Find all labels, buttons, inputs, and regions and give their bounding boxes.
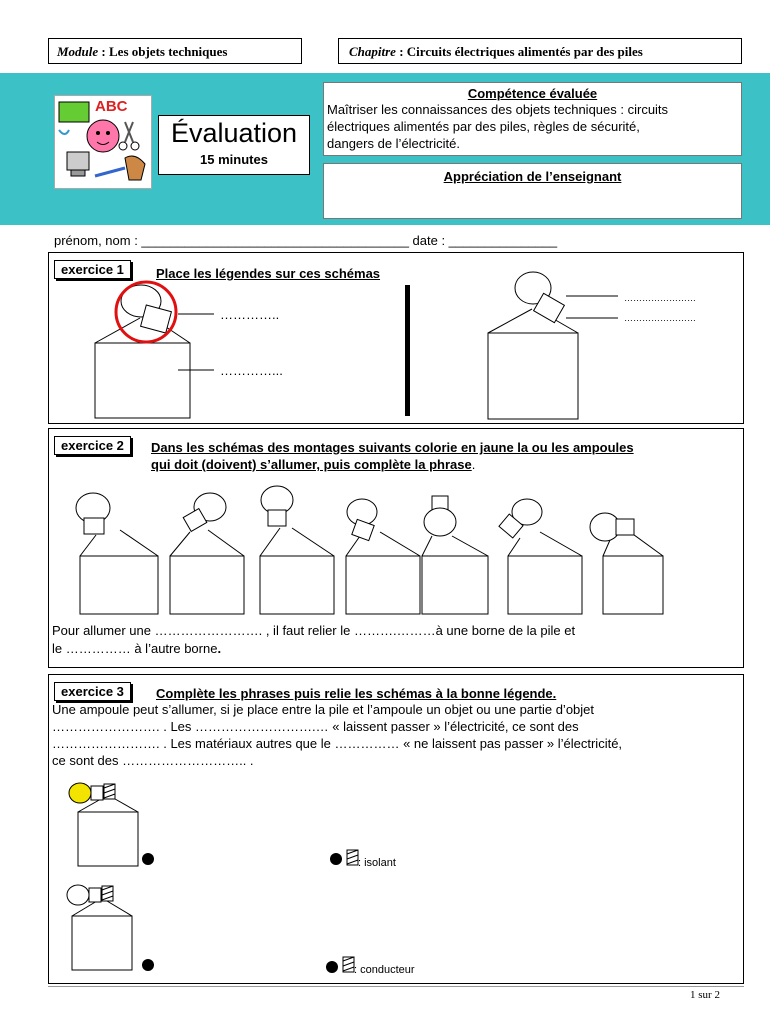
exercise-1-title: Place les légendes sur ces schémas	[156, 266, 381, 281]
exercise-3-title: Complète les phrases puis relie les schémas à la bonne légende.	[156, 686, 557, 701]
evaluation-duration: 15 minutes	[200, 152, 268, 167]
legend-isolant: : isolant	[358, 857, 396, 869]
ex3-line-3[interactable]: ……………………. . Les matériaux autres que le …………… « ne laissent pas passer » l’électricité,	[52, 736, 623, 751]
dot-b	[142, 959, 154, 971]
ex3-line-2[interactable]: ……………………. . Les ……………………….… « laissent passer » l’électricité, ce sont des	[52, 719, 579, 734]
competence-title: Compétence évaluée	[467, 86, 598, 101]
page-number: 1 sur 2	[690, 989, 720, 1001]
evaluation-title: Évaluation	[170, 118, 298, 148]
ex1-blank-a[interactable]: …………..	[220, 307, 280, 322]
chapter-label: Chapitre	[349, 44, 396, 59]
ex3-line-4[interactable]: ce sont des ……………………….. .	[52, 753, 254, 768]
appreciation-title: Appréciation de l’enseignant	[443, 169, 622, 184]
exercise-1-label: exercice 1	[54, 260, 131, 279]
module-value: : Les objets techniques	[98, 44, 228, 59]
competence-text-2: électriques alimentés par des piles, règles de sécurité,	[327, 119, 640, 134]
module-label: Module	[57, 44, 99, 59]
dot-a	[142, 853, 154, 865]
competence-text-1: Maîtriser les connaissances des objets techniques : circuits	[327, 102, 669, 117]
ex2-sentence-2: le …………… à l’autre borne	[52, 641, 218, 656]
lit-bulb	[69, 783, 91, 803]
clipart-text: ABC	[95, 98, 128, 115]
legend-conducteur: : conducteur	[354, 964, 415, 976]
name-date-line[interactable]: prénom, nom : _____________________________________ date : _______________	[54, 233, 558, 248]
ex2-sentence-2-end: .	[217, 641, 222, 656]
ex1-blank-d[interactable]: ……………………	[624, 313, 696, 323]
exercise-2-title-2-end: .	[471, 457, 476, 472]
ex3-line-1: Une ampoule peut s’allumer, si je place entre la pile et l’ampoule un objet ou une partie d’objet	[52, 702, 595, 717]
exercise-3-label: exercice 3	[54, 682, 131, 701]
exercise-2-title-1: Dans les schémas des montages suivants colorie en jaune la ou les ampoules	[151, 440, 634, 455]
ex1-blank-c[interactable]: ……………………	[624, 293, 696, 303]
footer-rule	[48, 986, 744, 987]
exercise-2-label: exercice 2	[54, 436, 131, 455]
ex2-sentence-1[interactable]: Pour allumer une ……………………. , il faut relier le ……….………à une borne de la pile et	[52, 623, 576, 638]
exercise-2-title-2: qui doit (doivent) s’allumer, puis complète la phrase	[151, 457, 472, 472]
competence-text-3: dangers de l’électricité.	[327, 136, 460, 151]
chapter-value: : Circuits électriques alimentés par des piles	[395, 44, 643, 59]
ex1-blank-b[interactable]: …………...	[220, 363, 283, 378]
